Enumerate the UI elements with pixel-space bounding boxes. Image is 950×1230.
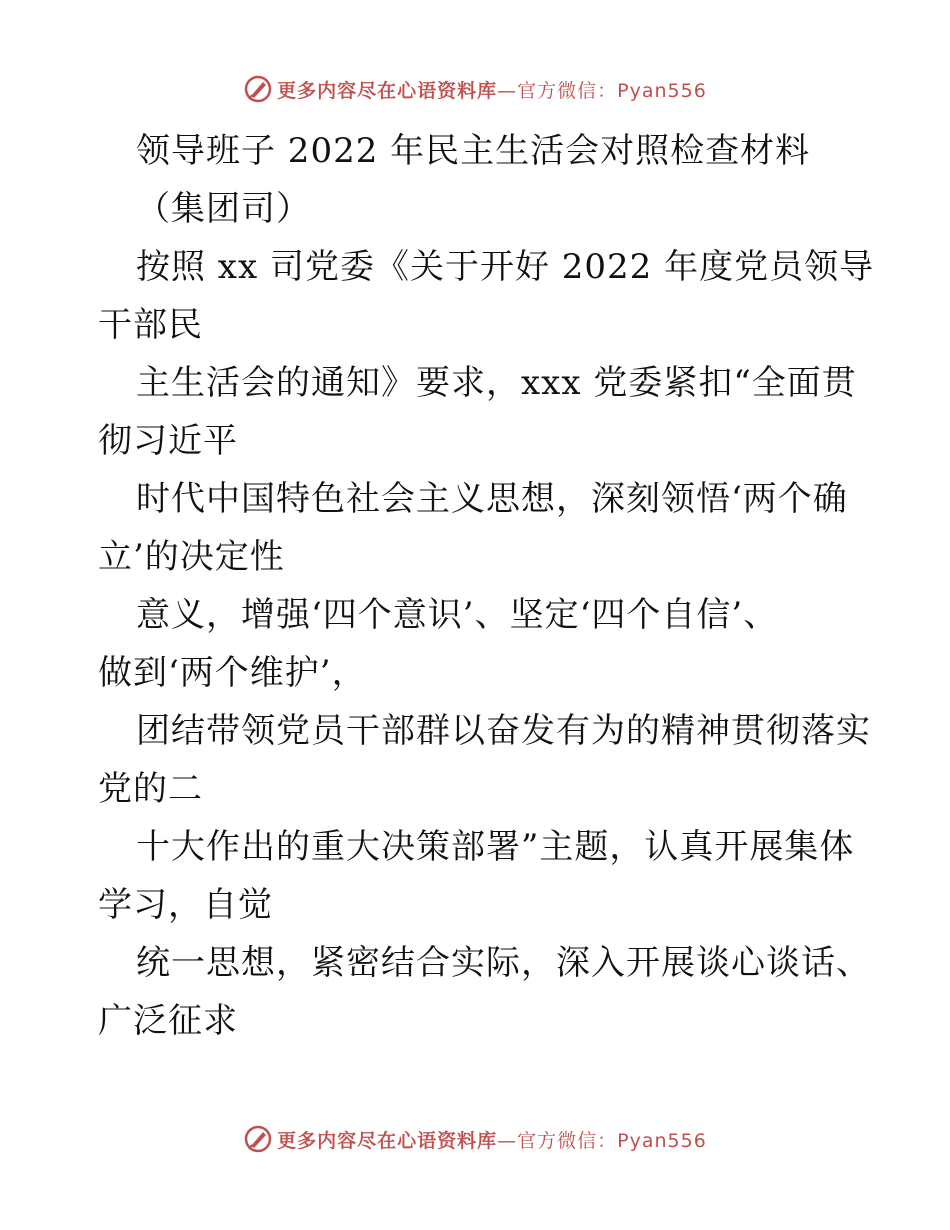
paragraph-line: 团结带领党员干部群以奋发有为的精神贯彻落实	[136, 711, 871, 751]
paragraph-line: 干部民	[98, 305, 203, 345]
paragraph-line: 按照 xx 司党委《关于开好 2022 年度党员领导	[136, 247, 875, 287]
paragraph-line: 做到‘两个维护’，	[98, 653, 367, 693]
watermark-text: 更多内容尽在心语资料库—官方微信：Pyan556	[277, 1129, 707, 1152]
paragraph-line: 彻习近平	[98, 421, 238, 461]
header-watermark	[0, 74, 950, 104]
document-title: 领导班子 2022 年民主生活会对照检查材料	[136, 131, 811, 171]
footer-watermark	[0, 1124, 950, 1154]
paragraph-line: 统一思想，紧密结合实际，深入开展谈心谈话、	[136, 943, 871, 983]
paragraph-line: 广泛征求	[98, 1001, 238, 1041]
quill-logo-icon	[243, 1124, 273, 1154]
quill-logo-icon	[243, 74, 273, 104]
watermark-text: 更多内容尽在心语资料库—官方微信：Pyan556	[277, 79, 707, 102]
paragraph-line: 十大作出的重大决策部署”主题，认真开展集体	[136, 827, 855, 867]
paragraph-line: 学习，自觉	[98, 885, 273, 925]
document-subtitle: （集团司）	[136, 189, 311, 229]
paragraph-line: 时代中国特色社会主义思想，深刻领悟‘两个确	[136, 479, 848, 519]
paragraph-line: 主生活会的通知》要求，xxx 党委紧扣“全面贯	[136, 363, 857, 403]
document-body	[98, 122, 875, 1050]
paragraph-line: 意义，增强‘四个意识’、坚定‘四个自信’、	[136, 595, 779, 635]
paragraph-line: 立’的决定性	[98, 537, 285, 577]
paragraph-line: 党的二	[98, 769, 203, 809]
